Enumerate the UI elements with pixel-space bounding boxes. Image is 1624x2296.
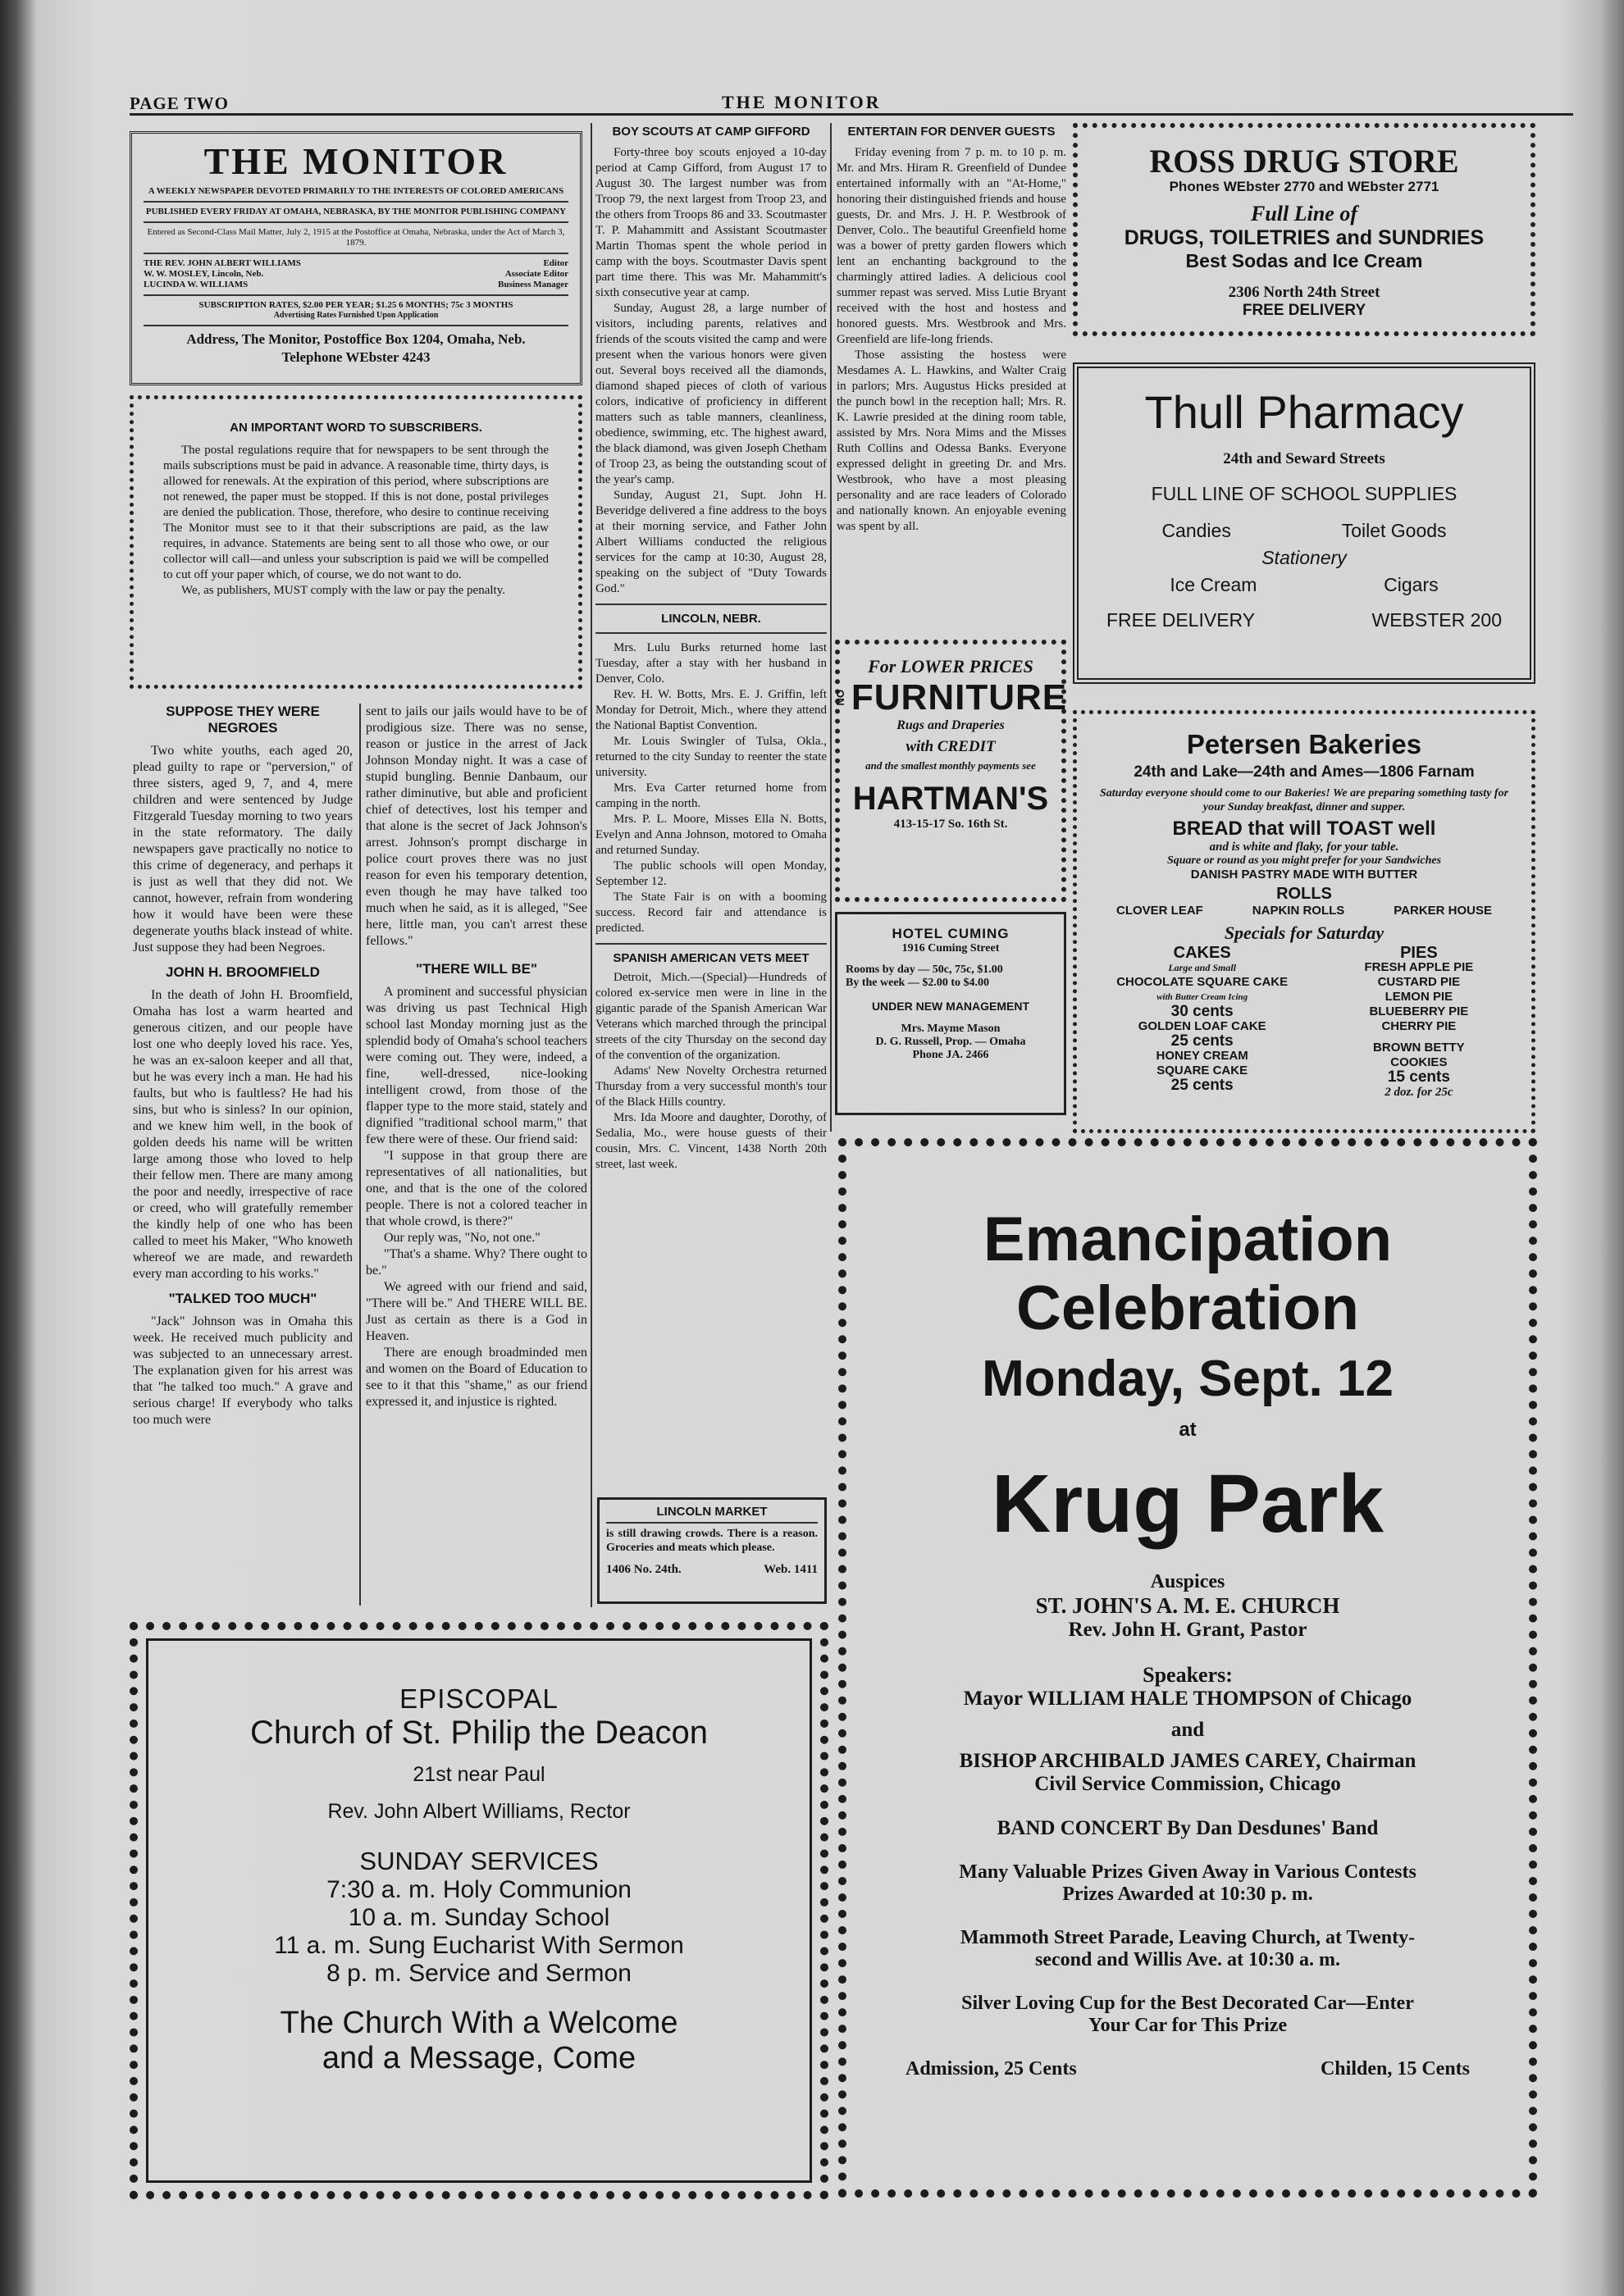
- page-label: PAGE TWO: [130, 93, 229, 113]
- hartman-on: ON: [833, 690, 846, 706]
- therewillbe-p3: Our reply was, "No, not one.": [384, 1231, 541, 1245]
- hotel-owner2: D. G. Russell, Prop. — Omaha: [875, 1036, 1026, 1048]
- staff-role: Associate Editor: [504, 269, 568, 279]
- petersen-r3: PARKER HOUSE: [1394, 904, 1493, 918]
- eman-cup1: Silver Loving Cup for the Best Decorated Car—Enter: [961, 1993, 1414, 2014]
- thull-phone: WEBSTER 200: [1371, 609, 1502, 631]
- eman-l2: Celebration: [1015, 1273, 1360, 1343]
- denver-p1: Friday evening from 7 p. m. to 10 p. m. Mr. and Mrs. Hiram R. Greenfield of Dundee entertained informally with an "At-Home," honoring their distinguished friends and house guests, Dr. and Mrs. J. H. P. Westbrook of Denver, Colo.. The beautiful Greenfield home was a bower of pretty garden flowers which lent an enchanting background to the charmingly attired ladies. A delicious cool summer repast was served. Miss Lutie Bryant received with the host and hostess and honored guests. Mrs. Westbrook and Mrs. Greenfield are life-long friends.: [837, 146, 1066, 346]
- petersen-price30: 30 cents: [1170, 1003, 1234, 1020]
- ross-l3: Best Sodas and Ice Cream: [1185, 250, 1423, 271]
- paper-name: THE MONITOR: [722, 92, 882, 112]
- eman-and: and: [1170, 1719, 1205, 1741]
- scouts-p1: Forty-three boy scouts enjoyed a 10-day period at Camp Gifford, from August 17 to August 30. The largest number was from Troop 79, the next largest from Troop 23, and the others from Troops 86 and 33. Scoutmaster T. P. Mahammitt and Assistant Scoutmaster Martin Thomas spent the whole period in camp with the boys. Scoutmaster Davis spent part time there. This was Mr. Mahammitt's sixth consecutive year at camp.: [595, 146, 827, 299]
- petersen-specials: Specials for Saturday: [1224, 922, 1385, 943]
- market-addr: 1406 No. 24th.: [606, 1563, 682, 1576]
- therewillbe-p2: "I suppose in that group there are representatives of all nationalities, but one, and that is the one of the colored people. There is not a colored teacher in that whole crowd, is there?": [366, 1149, 587, 1228]
- episcopal-l2: Church of St. Philip the Deacon: [249, 1715, 709, 1751]
- denver-title: ENTERTAIN FOR DENVER GUESTS: [847, 125, 1056, 139]
- staff-role: Editor: [543, 258, 568, 268]
- masthead-adrates: Advertising Rates Furnished Upon Application: [273, 311, 439, 320]
- petersen-price25b: 25 cents: [1170, 1077, 1234, 1094]
- thull-candies: Candies: [1161, 520, 1231, 541]
- petersen-golden: GOLDEN LOAF CAKE: [1138, 1019, 1266, 1033]
- hartman-furniture: FURNITURE: [851, 677, 1068, 718]
- ross-l1: Full Line of: [1250, 202, 1357, 226]
- masthead-rates: SUBSCRIPTION RATES, $2.00 PER YEAR; $1.25 6 MONTHS; 75c 3 MONTHS: [198, 300, 513, 310]
- hartmans-ad: [835, 640, 1066, 902]
- scouts-p3: Sunday, August 21, Supt. John H. Beveridge delivered a fine address to the boys at their morning service, and Father John Albert Williams conducted the religious services for the camp at 10:30, August 28, speaking on the subject of "Duty Towards God.": [595, 489, 827, 595]
- eman-l1: Emancipation: [983, 1205, 1393, 1274]
- eman-parade1: Mammoth Street Parade, Leaving Church, at Twenty-: [960, 1927, 1416, 1948]
- petersen-bread: BREAD that will TOAST well: [1172, 818, 1436, 840]
- thull-icecream: Ice Cream: [1170, 574, 1257, 595]
- talked-text: "Jack" Johnson was in Omaha this week. He received much publicity and was subjected to an unnecessary arrest. The explanation given for his arrest was that "he talked too much." A grave and serious charge! If everybody who talks too much were: [133, 1314, 353, 1427]
- lincoln-item: The State Fair is on with a booming success. Record fair and attendance is predicted.: [595, 891, 827, 935]
- hartman-l1: For LOWER PRICES: [868, 656, 1033, 676]
- petersen-r1: CLOVER LEAF: [1115, 904, 1203, 918]
- column-4: [837, 125, 1066, 535]
- petersen-cookies: COOKIES: [1390, 1055, 1448, 1069]
- masthead-title: THE MONITOR: [203, 140, 509, 182]
- petersen-name: Petersen Bakeries: [1186, 729, 1422, 759]
- suppose-title: SUPPOSE THEY WERE NEGROES: [166, 704, 320, 736]
- hotel-title: HOTEL CUMING: [892, 926, 1010, 941]
- thull-delivery: FREE DELIVERY: [1106, 609, 1256, 631]
- eman-prizes1: Many Valuable Prizes Given Away in Various Contests: [959, 1861, 1416, 1883]
- thull-addr: 24th and Seward Streets: [1223, 450, 1385, 467]
- column-1: [133, 704, 353, 1428]
- hartman-name: HARTMAN'S: [852, 781, 1049, 817]
- eman-l3: Monday, Sept. 12: [982, 1351, 1394, 1407]
- eman-parade2: second and Willis Ave. at 10:30 a. m.: [1034, 1949, 1341, 1970]
- broomfield-title: JOHN H. BROOMFIELD: [166, 964, 320, 980]
- hotel-mgmt: UNDER NEW MANAGEMENT: [871, 1000, 1030, 1013]
- hotel-cuming-ad: [835, 912, 1066, 1115]
- staff-name: LUCINDA W. WILLIAMS: [144, 280, 249, 289]
- hotel-phone: Phone JA. 2466: [912, 1049, 989, 1061]
- thull-l1: FULL LINE OF SCHOOL SUPPLIES: [1151, 483, 1457, 504]
- petersen-choc: CHOCOLATE SQUARE CAKE: [1116, 975, 1289, 989]
- hotel-owner1: Mrs. Mayme Mason: [901, 1023, 1001, 1035]
- petersen-bread3: Square or round as you might prefer for your Sandwiches: [1166, 854, 1442, 867]
- eman-at: at: [1179, 1419, 1197, 1441]
- lincoln-item: The public schools will open Monday, September 12.: [595, 859, 827, 888]
- thull-name: Thull Pharmacy: [1144, 386, 1464, 438]
- episcopal-s1: 7:30 a. m. Holy Communion: [326, 1876, 632, 1903]
- market-text: is still drawing crowds. There is a reason. Groceries and meats which please.: [606, 1528, 818, 1554]
- eman-band: BAND CONCERT By Dan Desdunes' Band: [997, 1817, 1379, 1839]
- subscriber-notice: [130, 395, 582, 689]
- petersen-price15: 15 cents: [1387, 1068, 1450, 1086]
- petersen-square: SQUARE CAKE: [1156, 1064, 1248, 1077]
- talked-title: "TALKED TOO MUCH": [168, 1291, 317, 1306]
- hartman-l4: with CREDIT: [906, 738, 996, 755]
- eman-speakers: Speakers:: [1143, 1663, 1233, 1687]
- lincoln-item: Mrs. P. L. Moore, Misses Ella N. Botts, Evelyn and Anna Johnson, motored to Omaha and returned Sunday.: [595, 813, 827, 857]
- staff-name: W. W. MOSLEY, Lincoln, Neb.: [144, 269, 264, 279]
- petersen-p5: CHERRY PIE: [1381, 1019, 1457, 1033]
- thull-cigars: Cigars: [1384, 574, 1439, 595]
- hartman-l3: Rugs and Draperies: [896, 718, 1005, 732]
- petersen-p3: LEMON PIE: [1385, 990, 1453, 1004]
- spanish-title: SPANISH AMERICAN VETS MEET: [613, 951, 810, 965]
- petersen-cakes-sub: Large and Small: [1168, 962, 1237, 973]
- petersen-choc-sub: with Butter Cream Icing: [1156, 992, 1248, 1002]
- market-title: LINCOLN MARKET: [656, 1505, 768, 1519]
- eman-cup2: Your Car for This Prize: [1088, 2015, 1288, 2036]
- ross-l2: DRUGS, TOILETRIES and SUNDRIES: [1124, 226, 1485, 249]
- masthead-box: [130, 131, 582, 385]
- hotel-addr: 1916 Cuming Street: [901, 942, 1000, 954]
- market-phone: Web. 1411: [764, 1563, 818, 1576]
- eman-church: ST. JOHN'S A. M. E. CHURCH: [1035, 1593, 1340, 1618]
- column-divider: [359, 704, 361, 1606]
- ross-delivery: FREE DELIVERY: [1242, 302, 1366, 319]
- lincoln-item: Mrs. Lulu Burks returned home last Tuesday, after a stay with her husband in Denver, Colo.: [595, 641, 827, 686]
- petersen-bakeries-ad: [1073, 710, 1535, 1133]
- petersen-bread2: and is white and flaky, for your table.: [1209, 840, 1399, 854]
- notice-p1: The postal regulations require that for newspapers to be sent through the mails subscriptions must be paid in advance. A reasonable time, thirty days, is allowed for renewals. At the expiration of this period, where subscriptions are not renewed, the paper must be stopped. If this is not done, postal privileges are denied the publication. Those, therefore, who desire to continue receiving The Monitor must see to it that their subscriptions are paid, as the law requires, in advance. Statements are being sent to all those who owe, or our collector will call—and unless your subscription is paid we will be compelled to cut off your paper which, of course, we do not want to do.: [163, 444, 549, 581]
- broomfield-text: In the death of John H. Broomfield, Omaha has lost a warm hearted and generous citizen, and our people have lost one who deeply loved his race. Yes, he was an ex-saloon keeper and all that, but he was every inch a man. He had his faults, but who is faultless? He had his sins, but who is sinless? In our opinion, and we knew him well, in the book of golden deeds his name will be written large among those who loved to help their fellow men. There are many among the poor and needly, irrespective of race or creed, who will gratefully remember the kindly help of one who has been called to meet his Maker, "Who knoweth whereof we are made, and rewardeth every man according to his works.": [133, 988, 353, 1281]
- thull-toilet: Toilet Goods: [1341, 520, 1447, 541]
- column-divider: [591, 123, 592, 1607]
- denver-p2: Those assisting the hostess were Mesdames A. L. Hawkins, and Walter Craig in parlors; Mrs. Augustus Hicks presided at the punch bowl in the reception hall; Mrs. R. K. Lawrie presided at the dining room table, assisted by Mrs. Nora Mims and the Misses Ruth Collins and Odessa Banks. Everyone expressed delight in greeting Dr. and Mrs. Westbrook, who have a most pleasing personality and are race leaders of Colorado and nationally known. An enjoyable evening was spent by all.: [837, 348, 1066, 533]
- eman-auspices: Auspices: [1150, 1571, 1225, 1592]
- petersen-betty: BROWN BETTY: [1373, 1041, 1465, 1055]
- staff-role: Business Manager: [498, 280, 568, 289]
- masthead-entered: Entered as Second-Class Mail Matter, July 2, 1915 at the Postoffice at Omaha, Nebraska, under the Act of March 3, 1879.: [147, 227, 565, 248]
- therewillbe-p4: "That's a shame. Why? There ought to be.": [366, 1247, 587, 1278]
- petersen-p1: FRESH APPLE PIE: [1364, 960, 1474, 974]
- petersen-r2: NAPKIN ROLLS: [1252, 904, 1345, 918]
- lincoln-item: Mrs. Eva Carter returned home from camping in the north.: [595, 781, 827, 810]
- header-rule: [130, 113, 1573, 116]
- petersen-p2: CUSTARD PIE: [1377, 975, 1461, 989]
- eman-prizes2: Prizes Awarded at 10:30 p. m.: [1062, 1884, 1313, 1905]
- masthead-address: Address, The Monitor, Postoffice Box 1204, Omaha, Neb.: [186, 331, 526, 347]
- episcopal-w2: and a Message, Come: [322, 2041, 636, 2075]
- petersen-cakes: CAKES: [1173, 944, 1231, 962]
- petersen-honey: HONEY CREAM: [1156, 1049, 1248, 1063]
- emancipation-ad: [856, 1156, 1519, 2180]
- hotel-week: By the week — $2.00 to $4.00: [846, 977, 989, 989]
- spanish-p3: Mrs. Ida Moore and daughter, Dorothy, of Sedalia, Mo., were house guests of their cousin, Mrs. C. Vincent, 1438 North 20th street, last week.: [595, 1111, 827, 1171]
- masthead-phone: Telephone WEbster 4243: [281, 349, 431, 365]
- thull-pharmacy-ad: [1073, 362, 1535, 684]
- lincoln-item: Mr. Louis Swingler of Tulsa, Okla., returned to the city Sunday to reenter the state university.: [595, 735, 827, 779]
- therewillbe-title: "THERE WILL BE": [415, 961, 538, 977]
- lincoln-item: Rev. H. W. Botts, Mrs. E. J. Griffin, left Monday for Detroit, Mich., where they attend the National Baptist Convention.: [595, 688, 827, 732]
- eman-park: Krug Park: [992, 1458, 1384, 1550]
- spanish-p1: Detroit, Mich.—(Special)—Hundreds of colored ex-service men were in line in the gigantic parade of the Spanish American War Veterans which marched through the principal streets of the city Thursday on the second day of the convention of the organization.: [595, 971, 827, 1062]
- eman-s3: Civil Service Commission, Chicago: [1034, 1773, 1341, 1795]
- eman-s2: BISHOP ARCHIBALD JAMES CAREY, Chairman: [959, 1750, 1416, 1772]
- masthead-published: PUBLISHED EVERY FRIDAY AT OMAHA, NEBRASKA, BY THE MONITOR PUBLISHING COMPANY: [145, 207, 567, 216]
- eman-adm: Admission, 25 Cents: [906, 2058, 1077, 2080]
- lincoln-market-ad: [597, 1497, 827, 1604]
- therewillbe-p6: There are enough broadminded men and women on the Board of Education to see to it that this "shame," as our friend expressed it, and injustice is righted.: [366, 1346, 587, 1409]
- petersen-intro: Saturday everyone should come to our Bakeries! We are preparing something tasty for your Sunday breakfast, dinner and supper.: [1099, 787, 1509, 813]
- masthead-subtitle: A WEEKLY NEWSPAPER DEVOTED PRIMARILY TO THE INTERESTS OF COLORED AMERICANS: [148, 186, 564, 196]
- episcopal-l4: Rev. John Albert Williams, Rector: [327, 1800, 631, 1823]
- column-2: [366, 704, 587, 1410]
- jack-johnson-continued: sent to jails our jails would have to be of prodigious size. There was no sense, reason or justice in the arrest of Jack Johnson Monday night. It was a case of stupid bungling. Bennie Danbaum, our rather diminutive, but able and proficient chief of detectives, lost his temper and that alone is the secret of Jack Johnson's arrest. Johnson's prompt discharge in police court proves there was no just reason for even his temporary detention, even though he may have talked too much when he said, as it is alleged, "See here, little man, you can't arrest these fellows.": [366, 704, 587, 948]
- suppose-text: Two white youths, each aged 20, plead guilty to rape or "perversion," of three sisters, aged 9, 7, and 4, mere children and were sentenced by Judge Fitzgerald Tuesday morning to two years in the state reformatory. The daily newspapers gave practically no notice to this crime of degeneracy, and perhaps it is just as well that they did not. We cannot, however, refrain from wondering how it would have been were these degenerate youths black instead of white. Just suppose they had been Negroes.: [133, 744, 353, 954]
- episcopal-l5: SUNDAY SERVICES: [359, 1847, 599, 1875]
- episcopal-ad: [146, 1638, 812, 2183]
- therewillbe-p1: A prominent and successful physician was driving us past Technical High school last Monday morning just as the splendid body of Omaha's school teachers were coming out. They were, indeed, a fine, well-dressed, nice-looking intelligent crowd, from those of the flapper type to the more staid, stately and dignified "traditional school marm," that few there were of these. Our friend said:: [366, 985, 587, 1146]
- ross-drug-ad: [1073, 123, 1535, 336]
- episcopal-l1: EPISCOPAL: [399, 1683, 559, 1714]
- ross-phones: Phones WEbster 2770 and WEbster 2771: [1169, 179, 1439, 194]
- petersen-pies: PIES: [1400, 944, 1438, 962]
- notice-title: AN IMPORTANT WORD TO SUBSCRIBERS.: [230, 421, 482, 435]
- spanish-p2: Adams' New Novelty Orchestra returned Thursday from a very successful month's tour of the Black Hills country.: [595, 1064, 827, 1109]
- notice-p2: We, as publishers, MUST comply with the law or pay the penalty.: [181, 584, 505, 597]
- episcopal-w1: The Church With a Welcome: [280, 2006, 678, 2040]
- scouts-p2: Sunday, August 28, a large number of visitors, including parents, relatives and friends of the scouts visited the camp and were present when the various honors were given out. Several boys received all the diamonds, diamond shaped pieces of cloth of various colors, indicative of proficiency in different matters such as table manners, cleanliness, obedience, swimming, etc. The highest award, the black diamond, was given Joseph Chetham of Troop 23, as being the outstanding scout of the year's camp.: [595, 302, 827, 486]
- episcopal-s4: 8 p. m. Service and Sermon: [326, 1960, 632, 1987]
- petersen-doz: 2 doz. for 25c: [1385, 1086, 1453, 1099]
- thull-stationery: Stationery: [1261, 547, 1347, 568]
- eman-s1: Mayor WILLIAM HALE THOMPSON of Chicago: [963, 1688, 1412, 1710]
- column-3: [595, 125, 827, 1173]
- episcopal-s3: 11 a. m. Sung Eucharist With Sermon: [274, 1932, 684, 1959]
- episcopal-l3: 21st near Paul: [413, 1763, 545, 1786]
- hartman-addr: 413-15-17 So. 16th St.: [893, 818, 1008, 831]
- column-divider: [830, 123, 832, 1132]
- therewillbe-p5: We agreed with our friend and said, "There will be." And THERE WILL BE. Just as certain as there is a God in Heaven.: [366, 1280, 587, 1343]
- staff-name: THE REV. JOHN ALBERT WILLIAMS: [144, 258, 301, 268]
- episcopal-s2: 10 a. m. Sunday School: [348, 1904, 610, 1931]
- hartman-l5: and the smallest monthly payments see: [865, 759, 1036, 772]
- petersen-price25a: 25 cents: [1170, 1032, 1234, 1050]
- scouts-title: BOY SCOUTS AT CAMP GIFFORD: [612, 125, 810, 139]
- petersen-p4: BLUEBERRY PIE: [1369, 1004, 1469, 1018]
- petersen-rolls: ROLLS: [1276, 885, 1332, 903]
- lincoln-title: LINCOLN, NEBR.: [661, 612, 761, 626]
- ross-name: ROSS DRUG STORE: [1149, 143, 1459, 180]
- eman-pastor: Rev. John H. Grant, Pastor: [1068, 1619, 1307, 1641]
- petersen-addr: 24th and Lake—24th and Ames—1806 Farnam: [1134, 763, 1475, 781]
- ross-addr: 2306 North 24th Street: [1228, 284, 1380, 301]
- eman-child: Childen, 15 Cents: [1320, 2058, 1470, 2080]
- petersen-danish: DANISH PASTRY MADE WITH BUTTER: [1190, 868, 1418, 882]
- hotel-day: Rooms by day — 50c, 75c, $1.00: [846, 963, 1003, 976]
